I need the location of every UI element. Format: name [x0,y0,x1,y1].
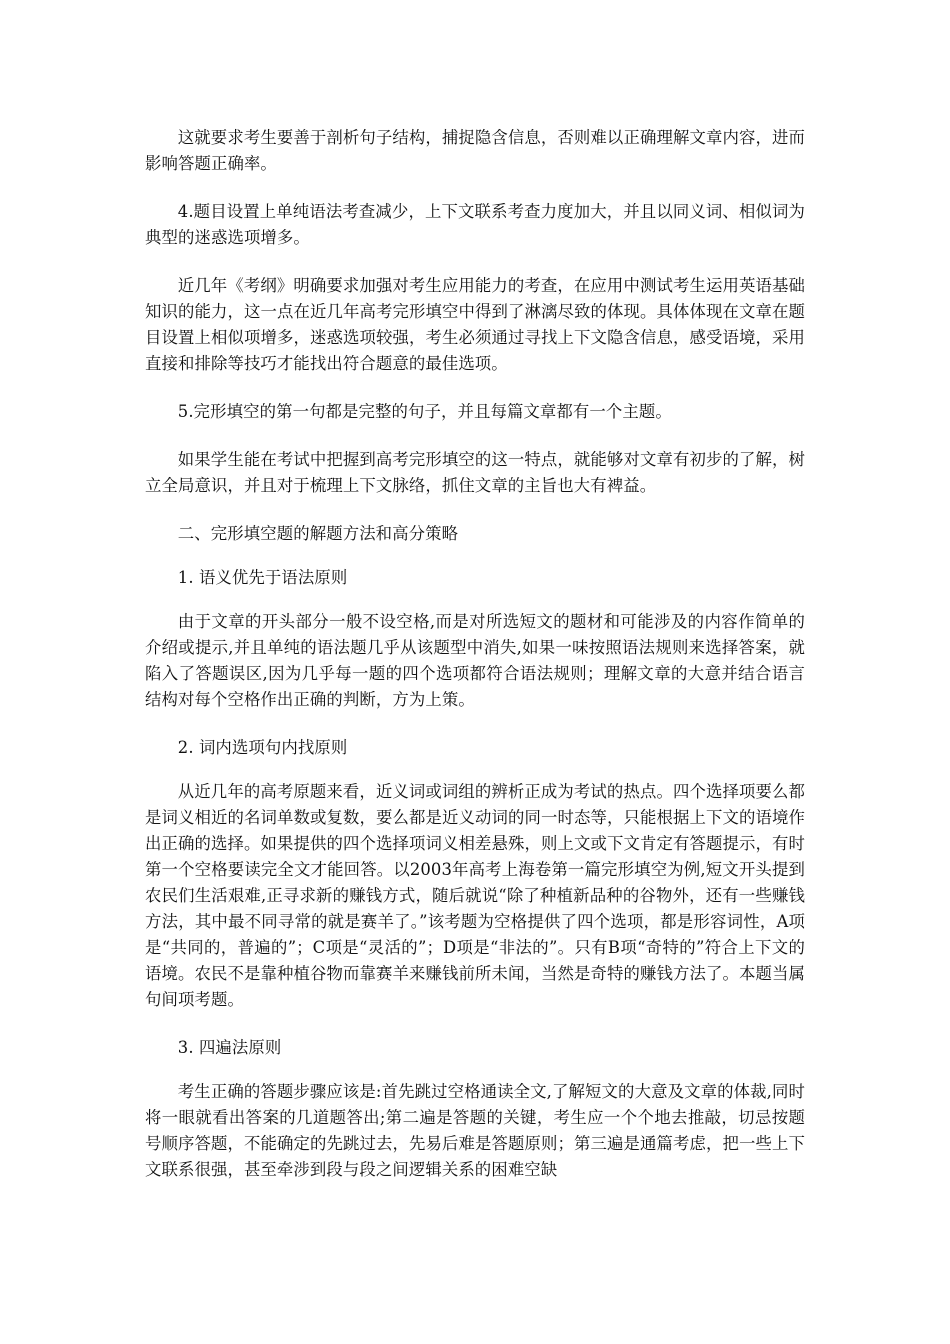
document-body [145,125,805,1205]
subsection-heading: 1. 语义优先于语法原则 [177,568,348,587]
paragraph: 如果学生能在考试中把握到高考完形填空的这一特点，就能够对文章有初步的了解，树立全局意识，并且对于梳理上下文脉络，抓住文章的主旨也大有裨益。 [145,450,805,495]
section-heading: 二、完形填空题的解题方法和高分策略 [177,524,459,543]
subsection-heading: 2. 词内选项句内找原则 [177,738,348,757]
list-item-5: 5.完形填空的第一句都是完整的句子，并且每篇文章都有一个主题。 [177,402,672,421]
paragraph: 近几年《考纲》明确要求加强对考生应用能力的考查，在应用中测试考生运用英语基础知识的能力，这一点在近几年高考完形填空中得到了淋漓尽致的体现。具体体现在文章在题目设置上相似项增多，迷惑选项较强，考生必须通过寻找上下文隐含信息，感受语境，采用直接和排除等技巧才能找出符合题意的最佳选项。 [145,276,805,373]
paragraph: 考生正确的答题步骤应该是:首先跳过空格通读全文,了解短文的大意及文章的体裁,同时将一眼就看出答案的几道题答出;第二遍是答题的关键，考生应一个个地去推敲，切忌按题号顺序答题，不能确定的先跳过去，先易后难是答题原则；第三遍是通篇考虑，把一些上下文联系很强，甚至牵涉到段与段之间逻辑关系的困难空缺 [145,1082,805,1179]
paragraph: 由于文章的开头部分一般不设空格,而是对所选短文的题材和可能涉及的内容作简单的介绍或提示,并且单纯的语法题几乎从该题型中消失,如果一味按照语法规则来选择答案，就陷入了答题误区,因为几乎每一题的四个选项都符合语法规则；理解文章的大意并结合语言结构对每个空格作出正确的判断，方为上策。 [145,612,805,709]
list-item-4: 4.题目设置上单纯语法考查减少，上下文联系考查力度加大，并且以同义词、相似词为典型的迷惑选项增多。 [145,202,805,247]
paragraph: 这就要求考生要善于剖析句子结构，捕捉隐含信息，否则难以正确理解文章内容，进而影响答题正确率。 [145,128,805,173]
subsection-heading: 3. 四遍法原则 [177,1038,282,1057]
paragraph: 从近几年的高考原题来看，近义词或词组的辨析正成为考试的热点。四个选择项要么都是词义相近的名词单数或复数，要么都是近义动词的同一时态等，只能根据上下文的语境作出正确的选择。如果提供的四个选择项词义相差悬殊，则上文或下文肯定有答题提示，有时第一个空格要读完全文才能回答。以2003年高考上海卷第一篇完形填空为例,短文开头提到农民们生活艰难,正寻求新的赚钱方式，随后就说“除了种植新品种的谷物外，还有一些赚钱方法，其中最不同寻常的就是赛羊了。”该考题为空格提供了四个选项，都是形容词性，A项是“共同的，普遍的”；C项是“灵活的”；D项是“非法的”。只有B项“奇特的”符合上下文的语境。农民不是靠种植谷物而靠赛羊来赚钱前所未闻，当然是奇特的赚钱方法了。本题当属句间项考题。 [145,782,805,1009]
